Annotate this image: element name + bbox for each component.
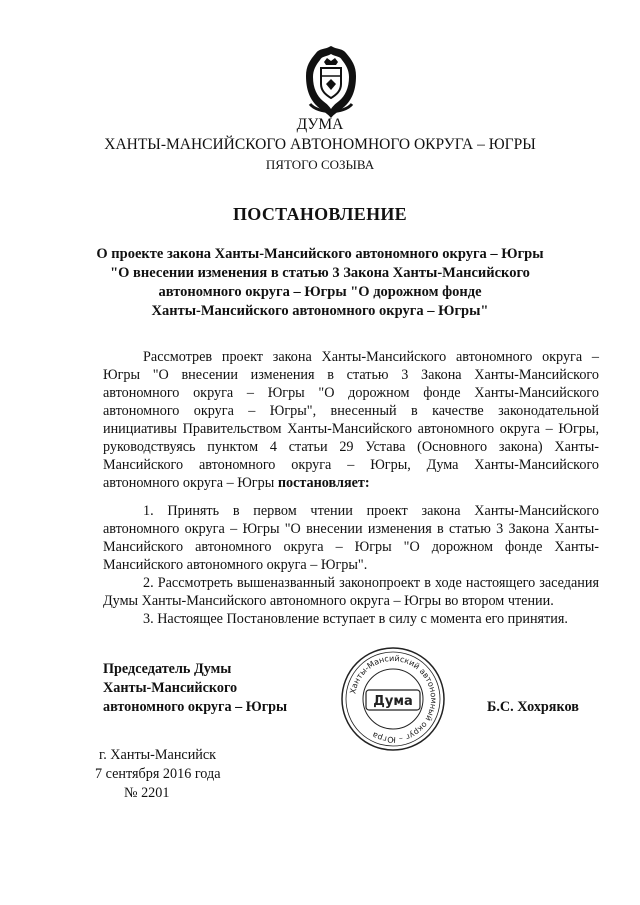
position-line: автономного округа – Югры bbox=[103, 699, 288, 715]
document-number: № 2201 bbox=[124, 785, 170, 801]
seal-center-text: Дума bbox=[373, 694, 413, 709]
seal-ring-text: Ханты-Мансийский автономный округ – Югра bbox=[348, 653, 439, 745]
document-title: ПОСТАНОВЛЕНИЕ bbox=[233, 204, 407, 224]
org-name-line1: ДУМА bbox=[296, 116, 344, 133]
document-subject bbox=[0, 245, 640, 321]
resolution-item: 3. Настоящее Постановление вступает в силу с момента его принятия. bbox=[143, 611, 568, 627]
issue-date: 7 сентября 2016 года bbox=[95, 766, 221, 782]
issue-place: г. Ханты-Мансийск bbox=[99, 747, 217, 763]
org-name-line2: ХАНТЫ-МАНСИЙСКОГО АВТОНОМНОГО ОКРУГА – ЮГРЫ bbox=[104, 136, 536, 153]
preamble-text: Рассмотрев проект закона Ханты-Мансийского автономного округа – Югры "О внесении изменения в статью 3 Закона Ханты-Мансийского автономного округа – Югры "О дорожном фонде Ханты-Мансийского автономного округа – Югры", внесенный в качестве законодательной инициативы Правительством Ханты-Мансийского автономного округа – Югры, руководствуясь пунктом 4 статьи 29 Устава (Основного закона) Ханты-Мансийского автономного округа – Югры, Дума Ханты-Мансийского автономного округа – Югры bbox=[103, 349, 599, 491]
subject-line: О проекте закона Ханты-Мансийского автономного округа – Югры bbox=[96, 246, 544, 262]
resolution-item: 1. Принять в первом чтении проект закона Ханты-Мансийского автономного округа – Югры "О внесении изменения в статью 3 Закона Ханты-Мансийского автономного округа – Югры "О дорожном фонде Ханты-Мансийского автономного округа – Югры". bbox=[103, 503, 599, 573]
position-line: Председатель Думы bbox=[103, 661, 232, 677]
signatory-name: Б.С. Хохряков bbox=[487, 699, 579, 715]
position-line: Ханты-Мансийского bbox=[103, 680, 238, 696]
subject-line: Ханты-Мансийского автономного округа – Югры" bbox=[151, 303, 489, 319]
subject-line: "О внесении изменения в статью 3 Закона Ханты-Мансийского bbox=[110, 265, 530, 281]
resolves-keyword: постановляет: bbox=[277, 475, 370, 491]
coat-of-arms-emblem bbox=[300, 44, 362, 120]
resolution-item: 2. Рассмотреть вышеназванный законопроект в ходе настоящего заседания Думы Ханты-Мансийского автономного округа – Югры во втором чтении. bbox=[103, 575, 599, 609]
official-seal bbox=[340, 646, 446, 752]
preamble-paragraph bbox=[103, 348, 599, 492]
subject-line: автономного округа – Югры "О дорожном фонде bbox=[158, 284, 482, 300]
signatory-position bbox=[103, 660, 287, 717]
convocation-line: ПЯТОГО СОЗЫВА bbox=[265, 157, 375, 172]
resolution-items bbox=[103, 502, 599, 628]
